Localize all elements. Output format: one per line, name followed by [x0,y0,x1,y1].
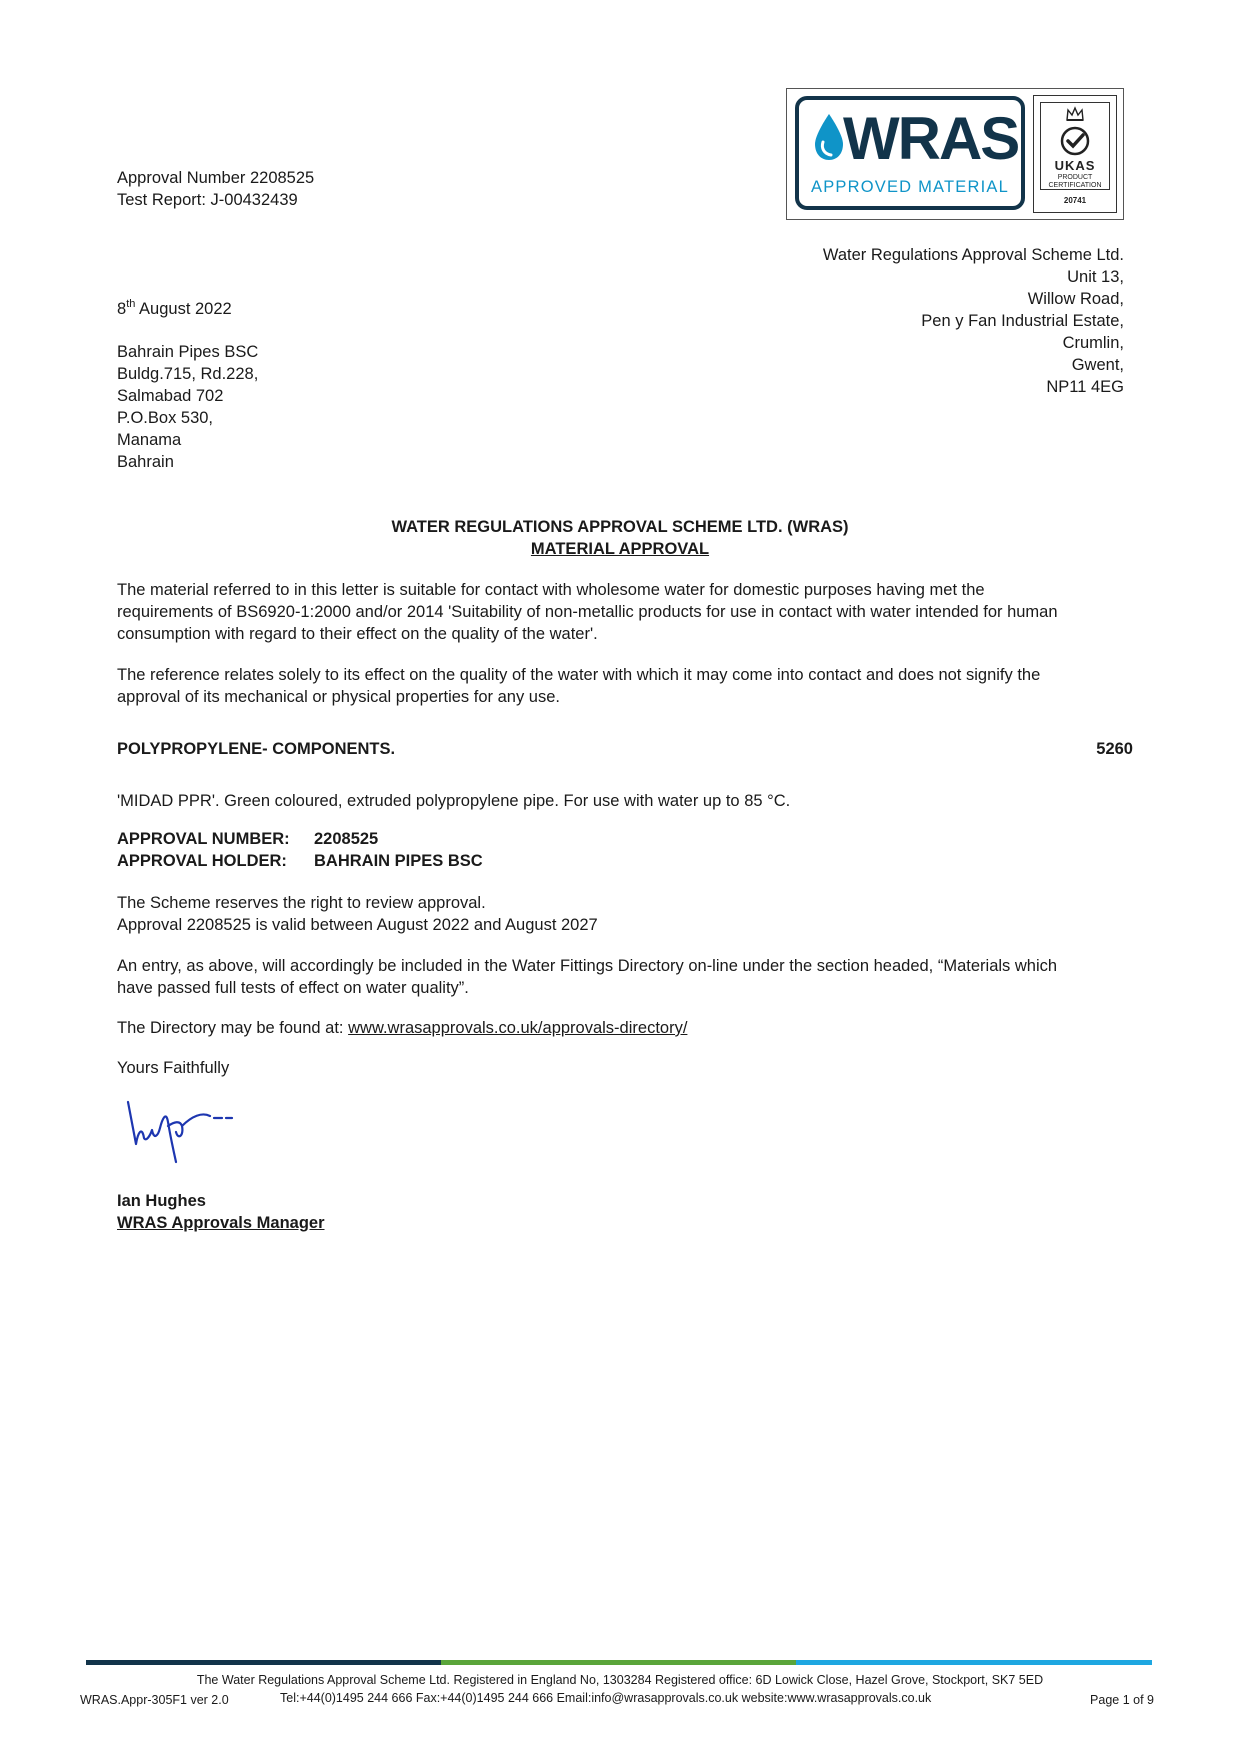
wras-wordmark: WRAS [843,105,1019,172]
paragraph-line: The reference relates solely to its effect on the quality of the water with which it may come into contact and does not signify the [117,666,1041,684]
heading-subtitle: MATERIAL APPROVAL [530,540,710,558]
footer-bar-green [441,1660,796,1665]
letter-heading [0,516,1240,560]
water-drop-icon [813,112,845,164]
recipient-line: P.O.Box 530, [117,409,214,427]
address-line: Gwent, [1071,356,1124,374]
directory-link[interactable]: www.wrasapprovals.co.uk/approvals-directory/ [348,1019,688,1037]
paragraph-suitability [117,579,1127,645]
reference-block [117,167,314,211]
product-category: POLYPROPYLENE- COMPONENTS. [117,740,396,758]
address-line: Unit 13, [1067,268,1124,286]
heading-title: WATER REGULATIONS APPROVAL SCHEME LTD. (WRAS) [391,518,849,536]
footer-page-number: Page 1 of 9 [1090,1693,1154,1707]
footer-form-ref: WRAS.Appr-305F1 ver 2.0 [80,1693,229,1707]
wras-wordmark-box [795,96,1025,210]
address-line: Crumlin, [1062,334,1124,352]
approval-info [117,828,483,872]
ukas-number: 20741 [1063,196,1087,205]
ukas-label: UKAS [1054,158,1096,173]
approval-holder-label: APPROVAL HOLDER: [117,852,287,870]
paragraph-line: have passed full tests of effect on water quality”. [117,979,469,997]
paragraph-line: Approval 2208525 is valid between August 2022 and August 2027 [117,916,598,934]
approval-number-value: 2208525 [314,830,379,848]
paragraph-directory-entry [117,955,1127,999]
recipient-address [117,341,258,473]
footer-color-bar [86,1660,1152,1665]
ukas-sub-label [1041,174,1109,190]
paragraph-validity [117,892,1127,936]
ukas-inner-frame [1040,102,1110,190]
address-line: NP11 4EG [1046,378,1124,396]
ukas-sub-2: CERTIFICATION [1048,182,1102,189]
signature-image [122,1092,242,1172]
approval-holder-value: BAHRAIN PIPES BSC [314,852,483,870]
sender-address [823,244,1124,398]
product-description: 'MIDAD PPR'. Green coloured, extruded polypropylene pipe. For use with water up to 85 °C. [117,792,791,810]
signer-block [117,1190,325,1234]
paragraph-line: An entry, as above, will accordingly be included in the Water Fittings Directory on-line under the section headed, “Materials which [117,957,1058,975]
wras-logo [786,88,1124,220]
footer-registration: The Water Regulations Approval Scheme Ltd. Registered in England No, 1303284 Registered office: 6D Lowick Close, Hazel Grove, Stockport, SK7 5ED [196,1673,1044,1687]
approved-material-tagline: APPROVED MATERIAL [811,178,1009,196]
paragraph-line: The Scheme reserves the right to review approval. [117,894,486,912]
crown-icon [1066,106,1084,122]
signer-name: Ian Hughes [117,1192,206,1210]
footer-contact: Tel:+44(0)1495 244 666 Fax:+44(0)1495 244 666 Email:info@wrasapprovals.co.uk website:www.wrasapprovals.co.uk [280,1691,932,1705]
paragraph-line: approval of its mechanical or physical properties for any use. [117,688,560,706]
test-report-line: Test Report: J-00432439 [117,191,298,209]
date-day: 8 [117,300,127,318]
recipient-line: Manama [117,431,182,449]
address-line: Willow Road, [1027,290,1124,308]
ukas-sub-1: PRODUCT [1057,174,1093,181]
approval-number-line: Approval Number 2208525 [117,169,315,187]
approval-number-label: APPROVAL NUMBER: [117,830,290,848]
address-line: Pen y Fan Industrial Estate, [921,312,1124,330]
footer-bar-cyan [796,1660,1152,1665]
signer-title: WRAS Approvals Manager [117,1214,325,1232]
letter-date [117,298,232,320]
checkmark-icon [1057,125,1093,157]
product-code: 5260 [1096,740,1133,758]
paragraph-line: The material referred to in this letter is suitable for contact with wholesome water for domestic purposes having met the [117,581,985,599]
paragraph-reference-scope [117,664,1127,708]
date-suffix: th [126,298,136,310]
recipient-line: Buldg.715, Rd.228, [117,365,259,383]
closing-line: Yours Faithfully [117,1059,230,1077]
paragraph-line: requirements of BS6920-1:2000 and/or 2014 'Suitability of non-metallic products for use in contact with water intended for human [117,603,1058,621]
recipient-line: Salmabad 702 [117,387,224,405]
ukas-mark [1033,95,1117,213]
paragraph-line: consumption with regard to their effect on the quality of the water'. [117,625,598,643]
recipient-line: Bahrain [117,453,174,471]
address-line: Water Regulations Approval Scheme Ltd. [822,246,1124,264]
product-category-row [117,738,1133,760]
recipient-line: Bahrain Pipes BSC [117,343,259,361]
footer-bar-navy [86,1660,441,1665]
date-rest: August 2022 [135,300,232,318]
directory-line [117,1017,1127,1039]
directory-prefix: The Directory may be found at: [117,1019,349,1037]
